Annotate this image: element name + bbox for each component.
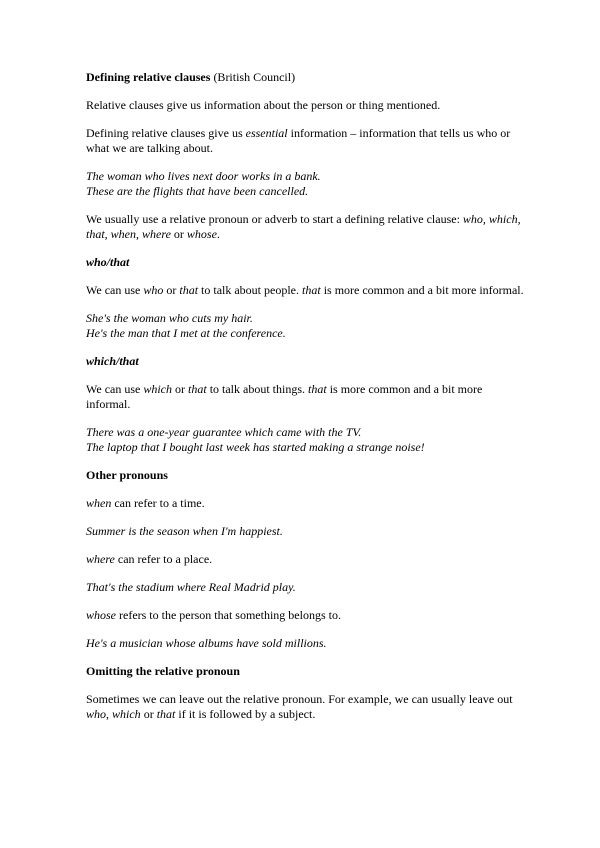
document-title [86,70,526,85]
example-sentence: The woman who lives next door works in a bank. [86,169,321,183]
text-run: can refer to a time. [111,496,205,510]
which-that-paragraph [86,382,526,412]
text-run: to talk about things. [206,382,309,396]
italic-run: that [179,283,199,297]
text-run: is more common and a bit more informal. [86,382,483,411]
text-run: or [140,707,157,721]
italic-run: essential [245,126,288,140]
example-sentence: There was a one-year guarantee which came with the TV. [86,425,362,439]
pronoun-word: which [488,212,518,226]
separator: , [104,227,111,241]
usually-paragraph [86,212,526,242]
whose-example: He's a musician whose albums have sold millions. [86,636,327,650]
omitting-paragraph [86,692,526,722]
italic-run: where [86,552,115,566]
example-sentence: He's the man that I met at the conference. [86,326,286,340]
where-paragraph [86,552,526,567]
title-bold: Defining relative clauses [86,70,211,84]
intro-paragraph: Relative clauses give us information about the person or thing mentioned. [86,98,441,112]
italic-run: which [143,382,173,396]
text-run: or [163,283,180,297]
text-run: , [106,707,113,721]
text-run: We usually use a relative pronoun or adverb to start a defining relative clause: [86,212,463,226]
italic-run: who [86,707,107,721]
italic-run: that [302,283,321,297]
separator: , [136,227,143,241]
italic-run: who [143,283,164,297]
heading-which-that: which/that [86,354,139,368]
separator: , [517,212,521,226]
document-page [86,70,526,735]
text-run: We can use [86,382,144,396]
title-source: (British Council) [210,70,296,84]
example-sentence: The laptop that I bought last week has started making a strange noise! [86,440,425,454]
text-run: or [172,382,189,396]
heading-who-that: who/that [86,255,130,269]
examples-block-3 [86,425,526,455]
pronoun-word: that [86,227,105,241]
example-sentence: She's the woman who cuts my hair. [86,311,253,325]
text-run: We can use [86,283,144,297]
when-example: Summer is the season when I'm happiest. [86,524,283,538]
pronoun-word: who [462,212,483,226]
text-run: refers to the person that something belongs to. [116,608,341,622]
heading-omitting: Omitting the relative pronoun [86,664,240,678]
whose-paragraph [86,608,526,623]
text-run: can refer to a place. [114,552,213,566]
pronoun-word: whose [186,227,217,241]
text-run: if it is followed by a subject. [175,707,316,721]
italic-run: when [86,496,112,510]
text-run: Sometimes we can leave out the relative pronoun. For example, we can usually leave out [86,692,513,706]
text-run: information – information that tells us who or what we are talking about. [86,126,511,155]
examples-block-2 [86,311,526,341]
examples-block-1 [86,169,526,199]
who-that-paragraph [86,283,526,298]
separator: , [482,212,489,226]
separator: or [170,227,187,241]
where-example: That's the stadium where Real Madrid play. [86,580,296,594]
text-run: is more common and a bit more informal. [320,283,524,297]
heading-other-pronouns: Other pronouns [86,468,168,482]
italic-run: whose [86,608,116,622]
when-paragraph [86,496,526,511]
example-sentence: These are the flights that have been cancelled. [86,184,309,198]
pronoun-word: when [110,227,137,241]
italic-run: that [156,707,176,721]
text-run: Defining relative clauses give us [86,126,246,140]
italic-run: which [112,707,141,721]
pronoun-word: where [142,227,171,241]
defining-paragraph [86,126,526,156]
italic-run: that [188,382,207,396]
separator: . [216,227,220,241]
text-run: to talk about people. [198,283,303,297]
italic-run: that [308,382,327,396]
